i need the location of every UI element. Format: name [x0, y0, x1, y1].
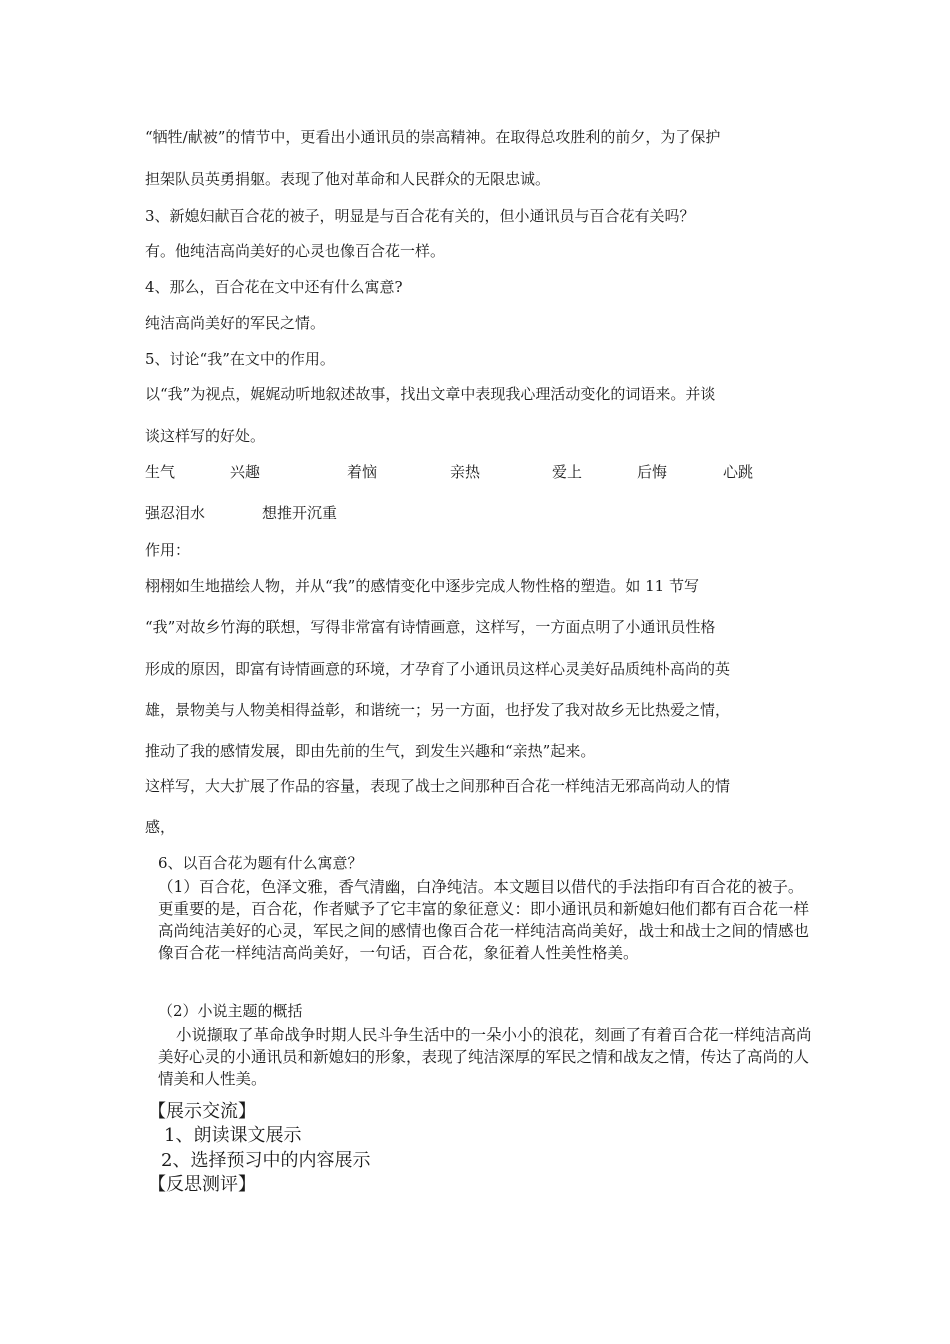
- section-heading-show: 【展示交流】: [148, 1101, 256, 1122]
- paragraph-line: 担架队员英勇捐躯。表现了他对革命和人民群众的无限忠诚。: [145, 170, 551, 188]
- emotion-words-row-2: [145, 503, 805, 523]
- emotion-words-row-1: [145, 462, 805, 482]
- question-5: 5、讨论“我”在文中的作用。: [145, 350, 335, 368]
- effect-line: 雄，景物美与人物美相得益彰，和谐统一；另一方面，也抒发了我对故乡无比热爱之情，: [145, 701, 731, 719]
- emotion-word: 爱上: [552, 463, 583, 481]
- effect-line: 这样写，大大扩展了作品的容量，表现了战士之间那种百合花一样纯洁无邪高尚动人的情: [145, 777, 731, 795]
- answer-6-part-2-body: 小说撷取了革命战争时期人民斗争生活中的一朵小小的浪花，刻画了有着百合花一样纯洁高尚美好心灵的小通讯员和新媳妇的形象，表现了纯洁深厚的军民之情和战友之情，传达了高尚的人情美和人性美。: [158, 1026, 812, 1088]
- section-heading-reflect: 【反思测评】: [148, 1174, 256, 1195]
- effect-line: 形成的原因，即富有诗情画意的环境，才孕育了小通讯员这样心灵美好品质纯朴高尚的英: [145, 660, 731, 678]
- effect-line: 感，: [145, 818, 176, 836]
- question-6: 6、以百合花为题有什么寓意？: [158, 854, 363, 872]
- show-item-2: 2、选择预习中的内容展示: [161, 1150, 371, 1171]
- answer-6-part-2-title: （2）小说主题的概括: [158, 1002, 303, 1020]
- answer-3: 有。他纯洁高尚美好的心灵也像百合花一样。: [145, 242, 446, 260]
- answer-4: 纯洁高尚美好的军民之情。: [145, 314, 326, 332]
- effect-line: “我”对故乡竹海的联想，写得非常富有诗情画意，这样写，一方面点明了小通讯员性格: [145, 618, 716, 636]
- effect-line: 栩栩如生地描绘人物，并从“我”的感情变化中逐步完成人物性格的塑造。如 11 节写: [145, 577, 699, 595]
- emotion-word: 着恼: [347, 463, 378, 481]
- emotion-word: 兴趣: [230, 463, 261, 481]
- answer-6-part-1: （1）百合花，色泽文雅，香气清幽，白净纯洁。本文题目以借代的手法指印有百合花的被子。更重要的是，百合花，作者赋予了它丰富的象征意义：即小通讯员和新媳妇他们都有百合花一样高尚纯洁美好的心灵，军民之间的感情也像百合花一样纯洁高尚美好，战士和战士之间的情感也像百合花一样纯洁高尚美好，一句话，百合花，象征着人性美性格美。: [158, 878, 810, 962]
- question-4: 4、那么，百合花在文中还有什么寓意?: [145, 278, 403, 296]
- emotion-word: 想推开沉重: [262, 504, 338, 522]
- emotion-word: 心跳: [723, 463, 754, 481]
- answer-5-line: 以“我”为视点，娓娓动听地叙述故事，找出文章中表现我心理活动变化的词语来。并谈: [145, 385, 716, 403]
- paragraph-line: “牺牲/献被”的情节中，更看出小通讯员的崇高精神。在取得总攻胜利的前夕，为了保护: [145, 128, 721, 146]
- answer-5-line: 谈这样写的好处。: [145, 427, 266, 445]
- emotion-word: 强忍泪水: [145, 504, 206, 522]
- emotion-word: 生气: [145, 463, 176, 481]
- emotion-word: 亲热: [450, 463, 481, 481]
- effect-line: 推动了我的感情发展，即由先前的生气，到发生兴趣和“亲热”起来。: [145, 742, 596, 760]
- effect-label: 作用：: [145, 541, 191, 559]
- emotion-word: 后悔: [637, 463, 668, 481]
- question-3: 3、新媳妇献百合花的被子，明显是与百合花有关的，但小通讯员与百合花有关吗？: [145, 207, 695, 225]
- show-item-1: 1、朗读课文展示: [164, 1125, 302, 1146]
